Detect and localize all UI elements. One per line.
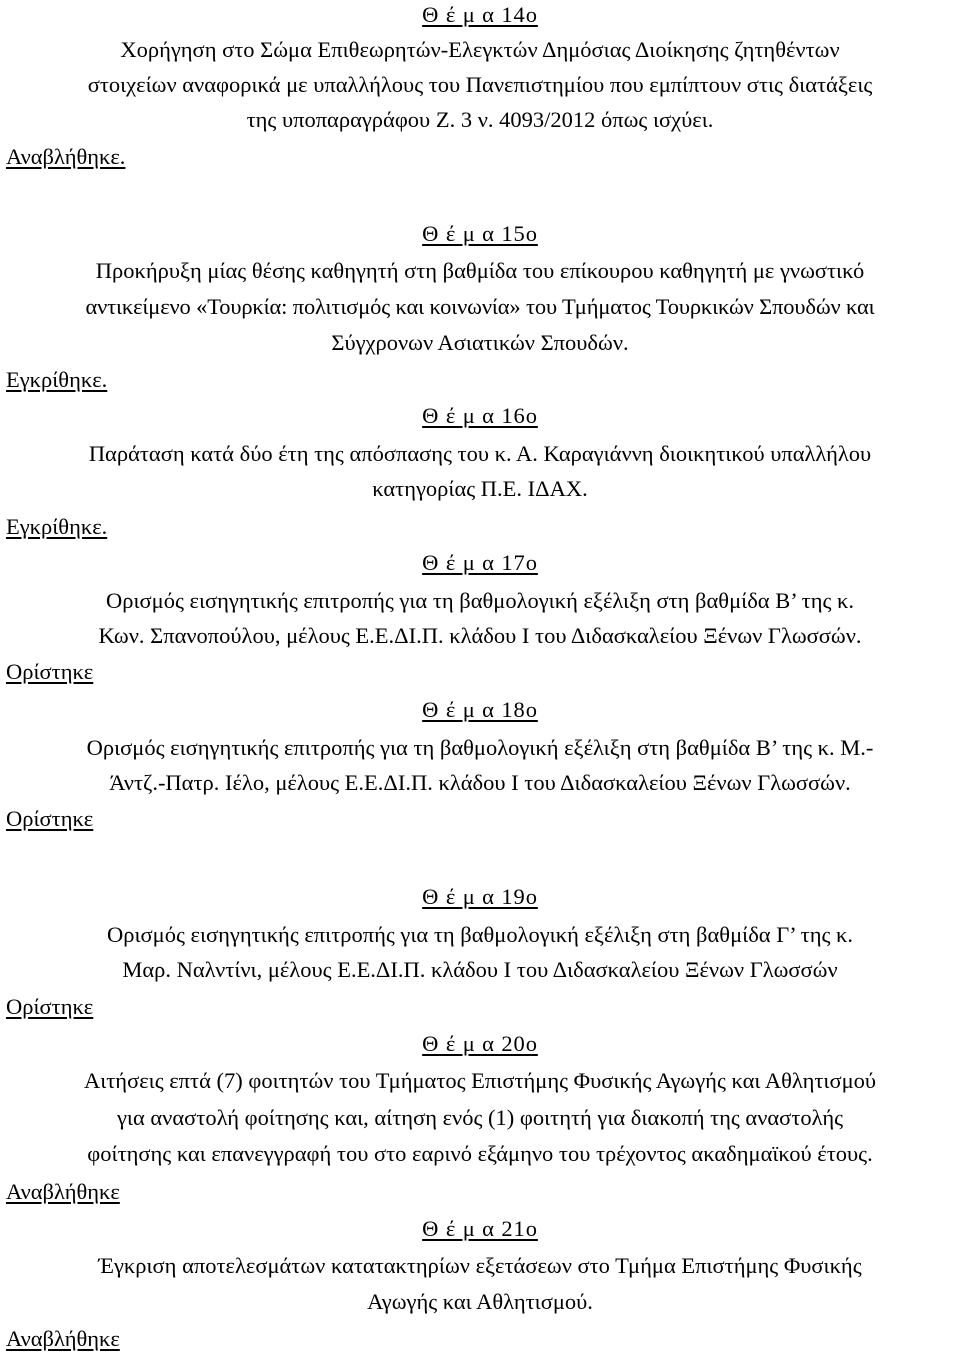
theme-19-text-line-2: Μαρ. Ναλντίνι, μέλους Ε.Ε.ΔΙ.Π. κλάδου Ι του Διδασκαλείου Ξένων Γλωσσών <box>122 957 838 982</box>
theme-15-text-line-2: αντικείμενο «Τουρκία: πολιτισμός και κοινωνία» του Τμήματος Τουρκικών Σπουδών και <box>85 294 875 319</box>
theme-19-text-line-1: Ορισμός εισηγητικής επιτροπής για τη βαθμολογική εξέλιξη στη βαθμίδα Γ’ της κ. <box>107 922 853 947</box>
theme-16-text-line-2: κατηγορίας Π.Ε. ΙΔΑΧ. <box>372 476 588 501</box>
theme-15-text-line-1: Προκήρυξη μίας θέσης καθηγητή στη βαθμίδα του επίκουρου καθηγητή με γνωστικό <box>95 258 865 283</box>
theme-15-decision: Εγκρίθηκε. <box>6 367 108 392</box>
theme-21-text-line-2: Αγωγής και Αθλητισμού. <box>367 1289 593 1314</box>
theme-18-text-line-2: Άντζ.-Πατρ. Ιέλο, μέλους Ε.Ε.ΔΙ.Π. κλάδου Ι του Διδασκαλείου Ξένων Γλωσσών. <box>109 770 851 795</box>
theme-18-heading: Θ έ μ α 18ο <box>422 697 538 722</box>
theme-14-heading: Θ έ μ α 14ο <box>422 2 538 27</box>
theme-20-decision: Αναβλήθηκε <box>6 1179 120 1204</box>
theme-16-decision: Εγκρίθηκε. <box>6 514 108 539</box>
theme-14-text-line-1: Χορήγηση στο Σώμα Επιθεωρητών-Ελεγκτών Δημόσιας Διοίκησης ζητηθέντων <box>120 37 840 62</box>
theme-17-text-line-2: Κων. Σπανοπούλου, μέλους Ε.Ε.ΔΙ.Π. κλάδου Ι του Διδασκαλείου Ξένων Γλωσσών. <box>98 623 862 648</box>
theme-21-text-line-1: Έγκριση αποτελεσμάτων κατατακτηρίων εξετάσεων στο Τμήμα Επιστήμης Φυσικής <box>98 1253 862 1278</box>
theme-14-text-line-3: της υποπαραγράφου Ζ. 3 ν. 4093/2012 όπως ισχύει. <box>246 107 714 132</box>
theme-21-heading: Θ έ μ α 21ο <box>422 1216 538 1241</box>
theme-19-decision: Ορίστηκε <box>6 994 94 1019</box>
theme-14-text-line-2: στοιχείων αναφορικά με υπαλλήλους του Πανεπιστημίου που εμπίπτουν στις διατάξεις <box>87 72 873 97</box>
theme-20-text-line-2: για αναστολή φοίτησης και, αίτηση ενός (1) φοιτητή για διακοπή της αναστολής <box>116 1105 843 1130</box>
theme-20-text-line-3: φοίτησης και επανεγγραφή του στο εαρινό εξάμηνο του τρέχοντος ακαδημαϊκού έτους. <box>87 1141 873 1166</box>
theme-21-decision: Αναβλήθηκε <box>6 1326 120 1351</box>
theme-19-heading: Θ έ μ α 19ο <box>422 884 538 909</box>
theme-18-text-line-1: Ορισμός εισηγητικής επιτροπής για τη βαθμολογική εξέλιξη στη βαθμίδα Β’ της κ. Μ.- <box>86 735 874 760</box>
theme-16-heading: Θ έ μ α 16ο <box>422 403 538 428</box>
theme-15-heading: Θ έ μ α 15ο <box>422 221 538 246</box>
theme-17-text-line-1: Ορισμός εισηγητικής επιτροπής για τη βαθμολογική εξέλιξη στη βαθμίδα Β’ της κ. <box>106 588 854 613</box>
theme-14-decision: Αναβλήθηκε. <box>6 144 126 169</box>
theme-15-text-line-3: Σύγχρονων Ασιατικών Σπουδών. <box>331 330 629 355</box>
theme-17-heading: Θ έ μ α 17ο <box>422 550 538 575</box>
theme-20-text-line-1: Αιτήσεις επτά (7) φοιτητών του Τμήματος Επιστήμης Φυσικής Αγωγής και Αθλητισμού <box>83 1068 877 1093</box>
theme-16-text-line-1: Παράταση κατά δύο έτη της απόσπασης του κ. Α. Καραγιάννη διοικητικού υπαλλήλου <box>88 441 872 466</box>
theme-17-decision: Ορίστηκε <box>6 659 94 684</box>
theme-20-heading: Θ έ μ α 20ο <box>422 1031 538 1056</box>
theme-18-decision: Ορίστηκε <box>6 806 94 831</box>
